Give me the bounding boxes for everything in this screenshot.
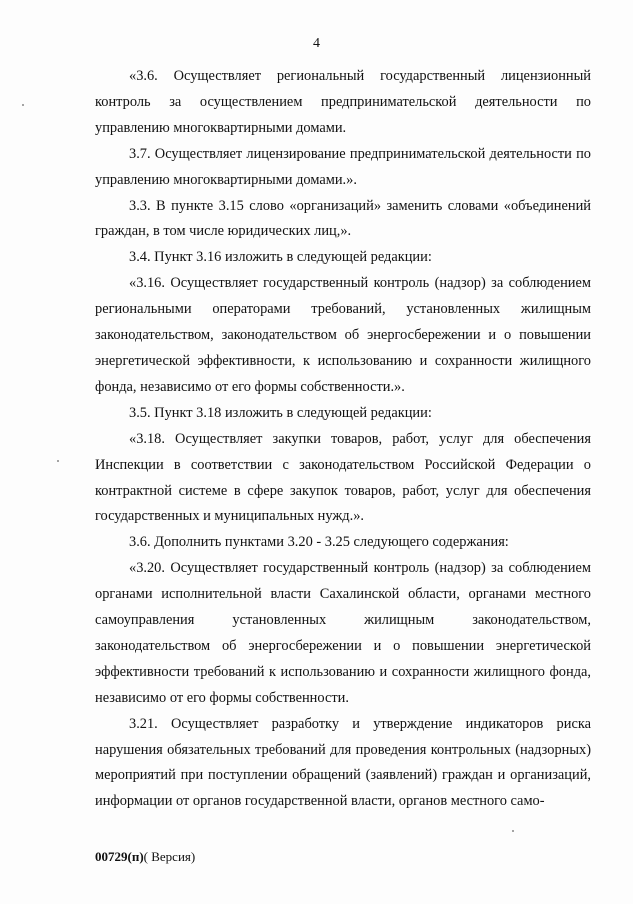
paragraph-amend-3-6: 3.6. Дополнить пунктами 3.20 - 3.25 следующего содержания: <box>129 534 509 551</box>
paragraph-3-20: «3.20. Осуществляет государственный контроль (надзор) за соблюдением органами исполнительной власти Сахалинской области, органами местного самоуправления установленных жилищным законодательством, законодательством об энергосбережении и о повышении энергетической эффективности требований к использованию и сохранности жилищного фонда, независимо от его формы собственности. <box>95 560 591 706</box>
paragraph-3-6: «3.6. Осуществляет региональный государственный лицензионный контроль за осуществлением предпринимательской деятельности по управлению многоквартирными домами. <box>95 68 591 136</box>
document-version: ( Версия) <box>143 849 196 864</box>
page-number: 4 <box>313 36 320 51</box>
scan-speck <box>22 104 24 106</box>
document-footer <box>95 849 195 865</box>
paragraph-amend-3-4: 3.4. Пункт 3.16 изложить в следующей редакции: <box>129 249 432 266</box>
document-code: 00729(п) <box>95 849 144 864</box>
paragraph-amend-3-5: 3.5. Пункт 3.18 изложить в следующей редакции: <box>129 404 432 421</box>
paragraph-amend-3-3: 3.3. В пункте 3.15 слово «организаций» заменить словами «объединений граждан, в том числе юридических лиц,». <box>95 197 591 240</box>
paragraph-3-18: «3.18. Осуществляет закупки товаров, работ, услуг для обеспечения Инспекции в соответствии с законодательством Российской Федерации о контрактной системе в сфере закупок товаров, работ, услуг для обеспечения государственных и муниципальных нужд.». <box>95 430 591 525</box>
scan-speck <box>512 830 514 832</box>
scan-speck <box>57 460 59 462</box>
document-body <box>95 64 591 815</box>
paragraph-3-21: 3.21. Осуществляет разработку и утверждение индикаторов риска нарушения обязательных требований для проведения контрольных (надзорных) мероприятий при поступлении обращений (заявлений) граждан и организаций, информации от органов государственной власти, органов местного само- <box>95 715 591 810</box>
paragraph-3-16: «3.16. Осуществляет государственный контроль (надзор) за соблюдением региональными операторами требований, установленных жилищным законодательством, законодательством об энергосбережении и о повышении энергетической эффективности, к использованию и сохранности жилищного фонда, независимо от его формы собственности.». <box>95 275 591 395</box>
paragraph-3-7: 3.7. Осуществляет лицензирование предпринимательской деятельности по управлению многоквартирными домами.». <box>95 145 591 188</box>
